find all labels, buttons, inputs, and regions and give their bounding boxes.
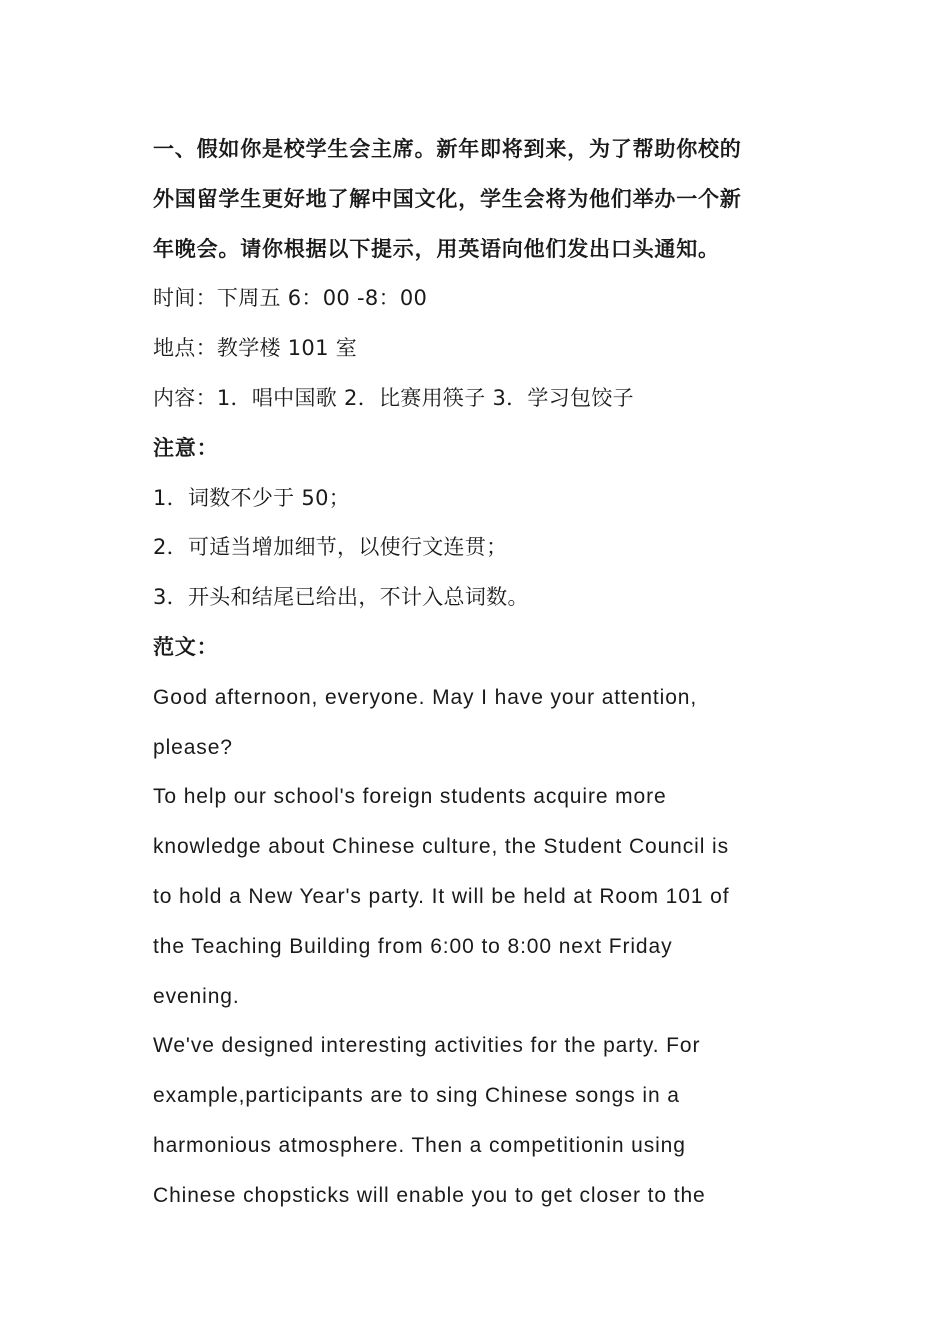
sample-line: Good afternoon, everyone. May I have your attention,	[153, 685, 698, 709]
document-page	[153, 125, 803, 1221]
sample-line: the Teaching Building from 6:00 to 8:00 next Friday	[153, 934, 673, 958]
sample-line: evening.	[153, 984, 240, 1008]
sample-line: We've designed interesting activities for the party. For	[153, 1034, 701, 1058]
task-prompt-line-1: 一、假如你是校学生会主席。新年即将到来，为了帮助你校的	[153, 137, 742, 161]
sample-line: harmonious atmosphere. Then a competitionin using	[153, 1133, 686, 1157]
sample-line: to hold a New Year's party. It will be held at Room 101 of	[153, 884, 730, 908]
sample-line: To help our school's foreign students acquire more	[153, 785, 667, 809]
sample-line: knowledge about Chinese culture, the Student Council is	[153, 835, 729, 859]
sample-line: example,participants are to sing Chinese songs in a	[153, 1084, 680, 1108]
notes-item: 3．开头和结尾已给出，不计入总词数。	[153, 585, 529, 610]
notes-heading: 注意：	[153, 435, 219, 460]
task-place: 地点：教学楼 101 室	[153, 336, 358, 361]
task-content: 内容：1．唱中国歌 2．比赛用筷子 3．学习包饺子	[153, 385, 634, 410]
notes-item: 1．词数不少于 50；	[153, 485, 351, 510]
task-prompt-line-2: 外国留学生更好地了解中国文化，学生会将为他们举办一个新	[153, 186, 742, 211]
sample-heading: 范文：	[153, 634, 219, 659]
task-time: 时间：下周五 6：00 -8：00	[153, 286, 428, 311]
task-prompt-line-3: 年晚会。请你根据以下提示，用英语向他们发出口头通知。	[153, 236, 720, 261]
sample-line: Chinese chopsticks will enable you to get closer to the	[153, 1183, 706, 1207]
sample-line: please?	[153, 735, 233, 759]
notes-item: 2．可适当增加细节，以使行文连贯；	[153, 535, 508, 560]
